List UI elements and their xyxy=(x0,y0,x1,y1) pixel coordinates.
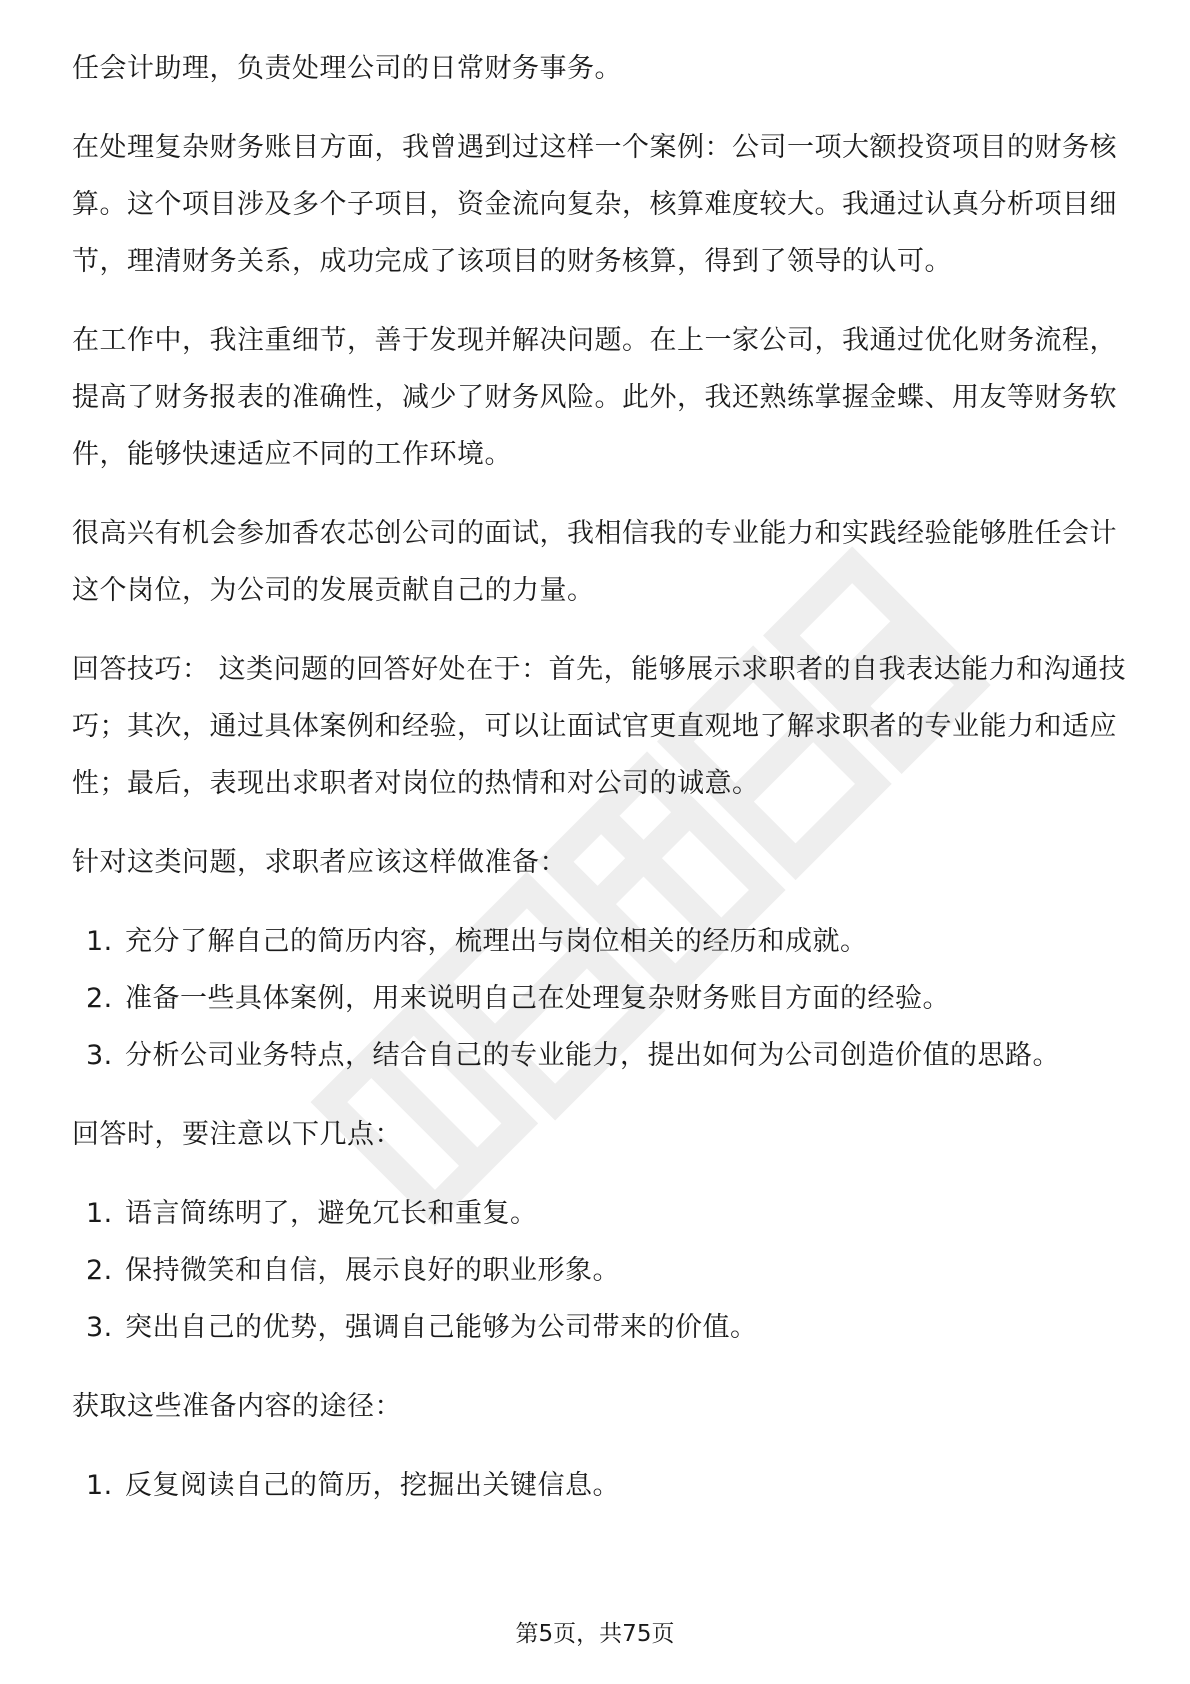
paragraph-answer-tips: 回答技巧： 这类问题的回答好处在于：首先，能够展示求职者的自我表达能力和沟通技巧；其次，通过具体案例和经验，可以让面试官更直观地了解求职者的专业能力和适应性；最后，表现出求职者对岗位的热情和对公司的诚意。 xyxy=(72,654,1127,799)
list-item: 1. 反复阅读自己的简历，挖掘出关键信息。 xyxy=(86,1470,620,1501)
paragraph-case: 在处理复杂财务账目方面，我曾遇到过这样一个案例：公司一项大额投资项目的财务核算。这个项目涉及多个子项目，资金流向复杂，核算难度较大。我通过认真分析项目细节，理清财务关系，成功完成了该项目的财务核算，得到了领导的认可。 xyxy=(72,132,1117,277)
paragraph-closing: 很高兴有机会参加香农芯创公司的面试，我相信我的专业能力和实践经验能够胜任会计这个岗位，为公司的发展贡献自己的力量。 xyxy=(72,518,1117,606)
list-item: 2. 保持微笑和自信，展示良好的职业形象。 xyxy=(86,1255,620,1286)
source-list xyxy=(72,1457,1132,1514)
notes-list xyxy=(72,1185,1132,1356)
list-item: 3. 突出自己的优势，强调自己能够为公司带来的价值。 xyxy=(86,1312,758,1343)
prep-heading: 针对这类问题，求职者应该这样做准备： xyxy=(72,847,567,878)
page-footer: 第5页，共75页 xyxy=(515,1621,675,1647)
source-heading: 获取这些准备内容的途径： xyxy=(72,1391,402,1422)
paragraph-intro-tail: 任会计助理，负责处理公司的日常财务事务。 xyxy=(72,53,622,84)
list-item: 3. 分析公司业务特点，结合自己的专业能力，提出如何为公司创造价值的思路。 xyxy=(86,1040,1060,1071)
list-item: 2. 准备一些具体案例，用来说明自己在处理复杂财务账目方面的经验。 xyxy=(86,983,950,1014)
list-item: 1. 充分了解自己的简历内容，梳理出与岗位相关的经历和成就。 xyxy=(86,926,868,957)
notes-heading: 回答时，要注意以下几点： xyxy=(72,1119,402,1150)
prep-list xyxy=(72,913,1132,1084)
document-body xyxy=(72,40,1132,1514)
paragraph-work-detail: 在工作中，我注重细节，善于发现并解决问题。在上一家公司，我通过优化财务流程，提高了财务报表的准确性，减少了财务风险。此外，我还熟练掌握金蝶、用友等财务软件，能够快速适应不同的工作环境。 xyxy=(72,325,1117,470)
list-item: 1. 语言简练明了，避免冗长和重复。 xyxy=(86,1198,538,1229)
